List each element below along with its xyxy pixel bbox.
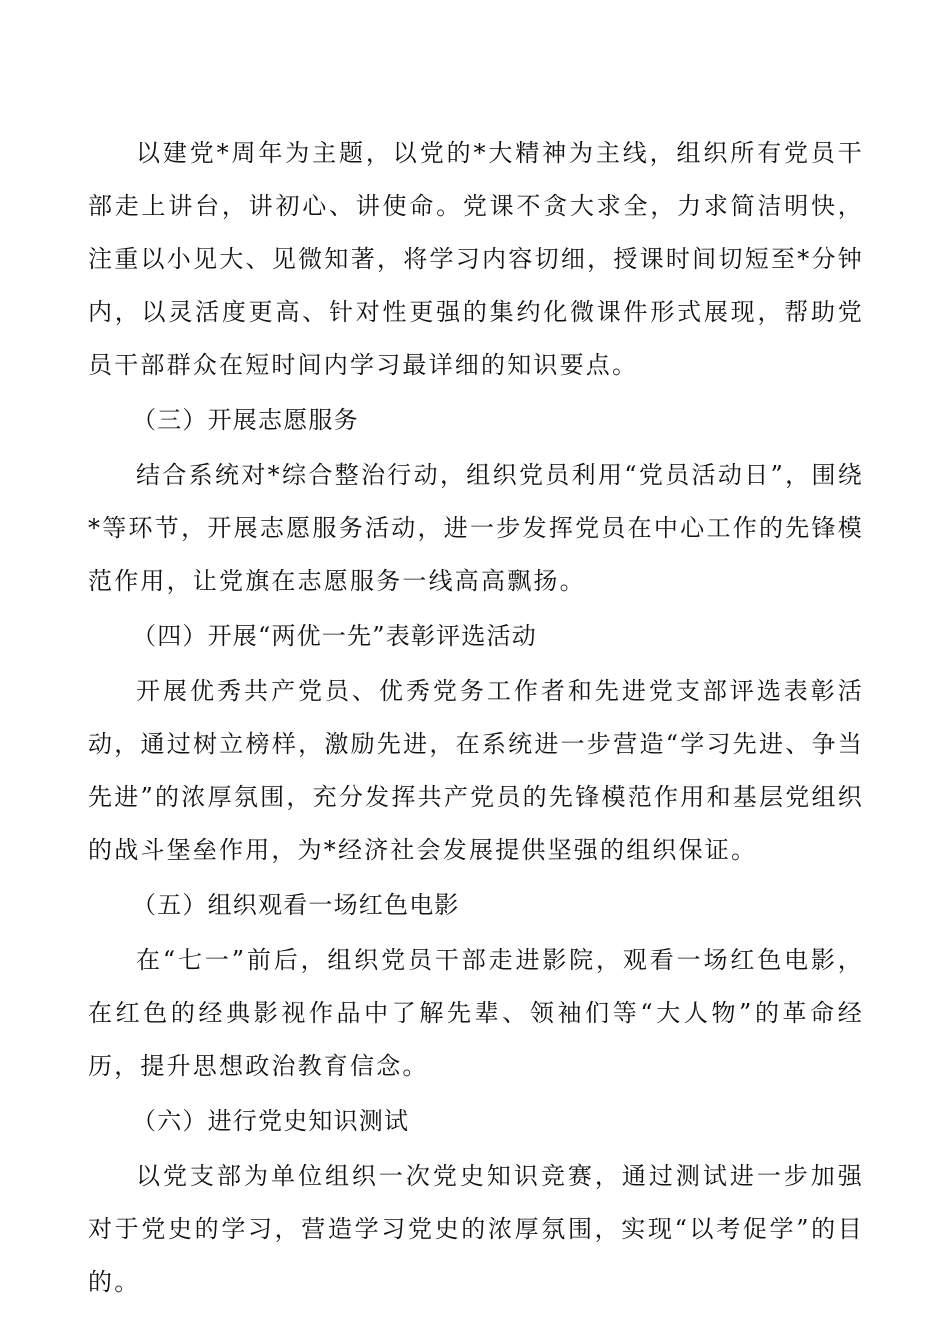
- section-heading-4: （四）开展“两优一先”表彰评选活动: [132, 622, 537, 650]
- body-paragraph-1: 以建党*周年为主题，以党的*大精神为主线，组织所有党员干部走上讲台，讲初心、讲使命。党课不贪大求全，力求简洁明快，注重以小见大、见微知著，将学习内容切细，授课时间切短至*分钟内，以灵活度更高、针对性更强的集约化微课件形式展现，帮助党员干部群众在短时间内学习最详细的知识要点。: [88, 139, 864, 379]
- body-paragraph-4: 在“七一”前后，组织党员干部走进影院，观看一场红色电影，在红色的经典影视作品中了解先辈、领袖们等“大人物”的革命经历，提升思想政治教育信念。: [88, 946, 864, 1080]
- body-paragraph-3: 开展优秀共产党员、优秀党务工作者和先进党支部评选表彰活动，通过树立榜样，激励先进，在系统进一步营造“学习先进、争当先进”的浓厚氛围，充分发挥共产党员的先锋模范作用和基层党组织的战斗堡垒作用，为*经济社会发展提供坚强的组织保证。: [88, 677, 864, 864]
- body-paragraph-2: 结合系统对*综合整治行动，组织党员利用“党员活动日”，围绕*等环节，开展志愿服务活动，进一步发挥党员在中心工作的先锋模范作用，让党旗在志愿服务一线高高飘扬。: [88, 461, 864, 595]
- section-heading-6: （六）进行党史知识测试: [132, 1107, 410, 1135]
- section-heading-5: （五）组织观看一场红色电影: [132, 891, 460, 919]
- document-body: [88, 127, 864, 1311]
- body-paragraph-5: 以党支部为单位组织一次党史知识竞赛，通过测试进一步加强对于党史的学习，营造学习党史的浓厚氛围，实现“以考促学”的目的。: [88, 1162, 864, 1296]
- section-heading-3: （三）开展志愿服务: [132, 406, 359, 434]
